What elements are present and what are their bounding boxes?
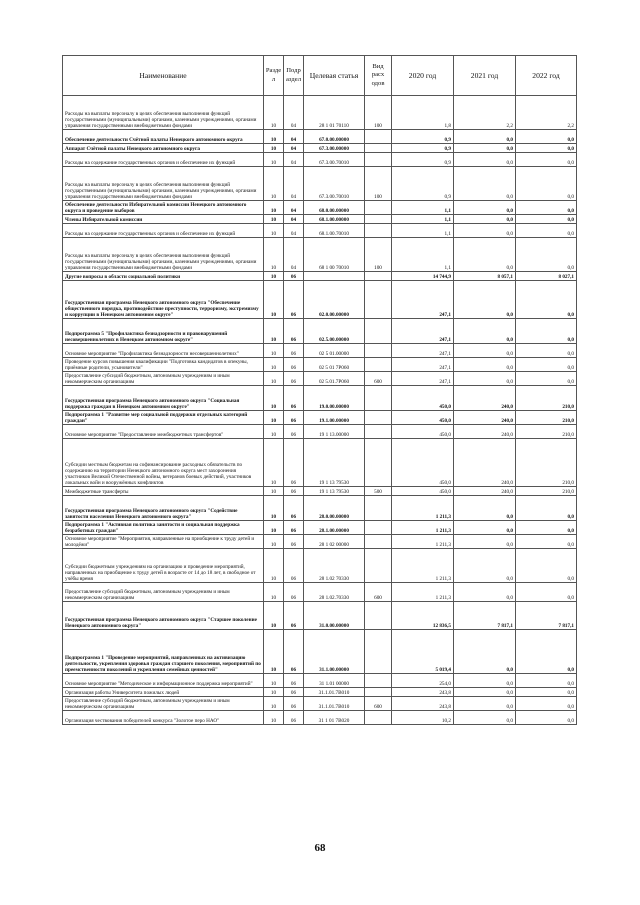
cell-expense-type bbox=[365, 144, 392, 153]
table-row bbox=[63, 344, 577, 358]
cell-target-article: 02.5.00.00000 bbox=[304, 319, 365, 344]
budget-table-sheet bbox=[62, 55, 576, 725]
cell-razdel: 10 bbox=[264, 496, 284, 521]
cell-name: Проведение курсов повышения квалификации "Подготовка кандидатов в опекуны, приёмные родители, усыновители" bbox=[63, 358, 264, 372]
cell-razdel: 10 bbox=[264, 697, 284, 711]
cell-target-article: 19 1 13 79530 bbox=[304, 487, 365, 496]
cell-2020: 247,1 bbox=[392, 372, 454, 386]
cell-2021: 0,0 bbox=[454, 215, 516, 224]
cell-podrazdel: 04 bbox=[284, 167, 304, 201]
cell-target-article: 68.0.00.00000 bbox=[304, 201, 365, 215]
cell-2020: 254,0 bbox=[392, 674, 454, 688]
cell-2022: 8 027,1 bbox=[516, 272, 577, 281]
cell-2022: 0,0 bbox=[516, 153, 577, 167]
cell-2021: 240,0 bbox=[454, 487, 516, 496]
cell-target-article: 31.1.01.7В010 bbox=[304, 688, 365, 697]
cell-2021: 0,0 bbox=[454, 496, 516, 521]
cell-target-article: 28 1.02 70330 bbox=[304, 549, 365, 583]
cell-razdel: 10 bbox=[264, 630, 284, 674]
table-row bbox=[63, 521, 577, 535]
cell-target-article: 19 1 13.00000 bbox=[304, 425, 365, 439]
table-row bbox=[63, 272, 577, 281]
cell-razdel: 10 bbox=[264, 272, 284, 281]
header-row bbox=[63, 56, 577, 96]
cell-2022: 0,0 bbox=[516, 521, 577, 535]
cell-2022: 210,0 bbox=[516, 386, 577, 411]
cell-podrazdel: 04 bbox=[284, 144, 304, 153]
cell-podrazdel: 06 bbox=[284, 674, 304, 688]
cell-2021: 0,0 bbox=[454, 535, 516, 549]
header-target-article: Целевая статья bbox=[304, 56, 365, 96]
cell-2020: 12 836,5 bbox=[392, 602, 454, 630]
cell-expense-type bbox=[365, 281, 392, 319]
cell-2021: 0,0 bbox=[454, 201, 516, 215]
cell-2020: 247,1 bbox=[392, 344, 454, 358]
table-row bbox=[63, 215, 577, 224]
cell-target-article: 19 1 13 79530 bbox=[304, 439, 365, 487]
cell-target-article: 02 5.01.7Р060 bbox=[304, 372, 365, 386]
cell-expense-type: 600 bbox=[365, 583, 392, 602]
cell-2022: 0,0 bbox=[516, 215, 577, 224]
cell-2021: 0,0 bbox=[454, 630, 516, 674]
cell-razdel: 10 bbox=[264, 358, 284, 372]
cell-razdel: 10 bbox=[264, 711, 284, 725]
cell-name: Подпрограмма 1 "Развитие мер социальной поддержки отдельных категорий граждан" bbox=[63, 411, 264, 425]
cell-razdel: 10 bbox=[264, 238, 284, 272]
cell-2021: 0,0 bbox=[454, 697, 516, 711]
cell-2020: 243,8 bbox=[392, 697, 454, 711]
cell-name: Предоставление субсидий бюджетным, автономным учреждениям и иным некоммерческим организациям bbox=[63, 583, 264, 602]
cell-name: Организация работы Университета пожилых людей bbox=[63, 688, 264, 697]
cell-2021: 0,0 bbox=[454, 238, 516, 272]
cell-name: Расходы на содержание государственных органов и обеспечение их функций bbox=[63, 224, 264, 238]
cell-target-article: 31.1.01.7В010 bbox=[304, 697, 365, 711]
header-2022: 2022 год bbox=[516, 56, 577, 96]
cell-target-article: 02.0.00.00000 bbox=[304, 281, 365, 319]
cell-2020: 450,0 bbox=[392, 439, 454, 487]
cell-2020: 1 211,3 bbox=[392, 583, 454, 602]
cell-razdel: 10 bbox=[264, 674, 284, 688]
cell-target-article: 28 1 02 00000 bbox=[304, 535, 365, 549]
table-row bbox=[63, 549, 577, 583]
table-row bbox=[63, 411, 577, 425]
cell-expense-type bbox=[365, 425, 392, 439]
cell-razdel: 10 bbox=[264, 215, 284, 224]
cell-name: Расходы на содержание государственных органов и обеспечение их функций bbox=[63, 153, 264, 167]
cell-2022: 0,0 bbox=[516, 144, 577, 153]
cell-expense-type: 100 bbox=[365, 238, 392, 272]
cell-target-article: 31.0.00.00000 bbox=[304, 602, 365, 630]
cell-2020: 247,1 bbox=[392, 358, 454, 372]
cell-target-article: 67.3.00.70010 bbox=[304, 167, 365, 201]
cell-podrazdel: 06 bbox=[284, 272, 304, 281]
cell-expense-type bbox=[365, 688, 392, 697]
page-number: 68 bbox=[314, 842, 326, 854]
cell-name: Основное мероприятие "Предоставление межбюджетных трансфертов" bbox=[63, 425, 264, 439]
cell-expense-type bbox=[365, 319, 392, 344]
cell-expense-type: 100 bbox=[365, 167, 392, 201]
cell-expense-type: 600 bbox=[365, 372, 392, 386]
cell-expense-type bbox=[365, 630, 392, 674]
cell-name: Предоставление субсидий бюджетным, автономным учреждениям и иным некоммерческим организациям bbox=[63, 697, 264, 711]
cell-name: Государственная программа Ненецкого автономного округа "Обеспечение общественного порядка, противодействие преступности, терроризму, экстремизму и коррупции в Ненецком автономном округе" bbox=[63, 281, 264, 319]
cell-2022: 0,0 bbox=[516, 201, 577, 215]
header-expense-type: Вид расх одов bbox=[365, 56, 392, 96]
cell-razdel: 10 bbox=[264, 201, 284, 215]
cell-name: Основное мероприятие "Методическое и информационное поддержка мероприятий" bbox=[63, 674, 264, 688]
cell-2021: 0,0 bbox=[454, 344, 516, 358]
cell-razdel: 10 bbox=[264, 372, 284, 386]
cell-razdel: 10 bbox=[264, 535, 284, 549]
cell-2022: 0,0 bbox=[516, 496, 577, 521]
budget-table bbox=[62, 55, 577, 725]
cell-expense-type bbox=[365, 272, 392, 281]
cell-name: Обеспечение деятельности Счётной палаты Ненецкого автономного округа bbox=[63, 130, 264, 144]
cell-name: Государственная программа Ненецкого автономного округа "Старшее поколение Ненецкого автономного округа" bbox=[63, 602, 264, 630]
cell-target-article: 67.0.00.00000 bbox=[304, 130, 365, 144]
header-2021: 2021 год bbox=[454, 56, 516, 96]
header-razdel: Разде л bbox=[264, 56, 284, 96]
cell-razdel: 10 bbox=[264, 224, 284, 238]
table-row bbox=[63, 711, 577, 725]
cell-podrazdel: 06 bbox=[284, 281, 304, 319]
table-row bbox=[63, 688, 577, 697]
cell-2020: 450,0 bbox=[392, 411, 454, 425]
cell-target-article: 68.1.00.70010 bbox=[304, 224, 365, 238]
cell-target-article: 67.3.00.70010 bbox=[304, 153, 365, 167]
cell-expense-type bbox=[365, 711, 392, 725]
cell-2021: 0,0 bbox=[454, 688, 516, 697]
cell-2021: 0,0 bbox=[454, 130, 516, 144]
cell-2020: 247,1 bbox=[392, 319, 454, 344]
cell-podrazdel: 06 bbox=[284, 583, 304, 602]
cell-2020: 243,8 bbox=[392, 688, 454, 697]
cell-2021: 0,0 bbox=[454, 358, 516, 372]
cell-2020: 0,9 bbox=[392, 167, 454, 201]
cell-razdel: 10 bbox=[264, 386, 284, 411]
cell-podrazdel: 06 bbox=[284, 358, 304, 372]
cell-2020: 450,0 bbox=[392, 386, 454, 411]
cell-2022: 0,0 bbox=[516, 358, 577, 372]
cell-2020: 0,9 bbox=[392, 153, 454, 167]
table-row bbox=[63, 583, 577, 602]
table-row bbox=[63, 674, 577, 688]
cell-target-article: 31 1.01 00000 bbox=[304, 674, 365, 688]
cell-2022: 0,0 bbox=[516, 535, 577, 549]
cell-podrazdel: 04 bbox=[284, 130, 304, 144]
cell-podrazdel: 06 bbox=[284, 344, 304, 358]
cell-2021: 0,0 bbox=[454, 711, 516, 725]
cell-name: Государственная программа Ненецкого автономного округа "Содействие занятости населения Ненецкого автономного округа" bbox=[63, 496, 264, 521]
cell-name: Подпрограмма 1 "Активная политика занятости и социальная поддержка безработных граждан" bbox=[63, 521, 264, 535]
table-row bbox=[63, 487, 577, 496]
cell-podrazdel: 04 bbox=[284, 201, 304, 215]
cell-podrazdel: 06 bbox=[284, 487, 304, 496]
cell-podrazdel: 06 bbox=[284, 439, 304, 487]
cell-razdel: 10 bbox=[264, 425, 284, 439]
cell-2022: 0,0 bbox=[516, 697, 577, 711]
cell-target-article: 02 5 01.00000 bbox=[304, 344, 365, 358]
table-row bbox=[63, 281, 577, 319]
cell-name: Предоставление субсидий бюджетным, автономным учреждениям и иным некоммерческим организациям bbox=[63, 372, 264, 386]
cell-name: Подпрограмма 5 "Профилактика безнадзорности и правонарушений несовершеннолетних в Ненецком автономном округе" bbox=[63, 319, 264, 344]
cell-2020: 247,1 bbox=[392, 281, 454, 319]
cell-razdel: 10 bbox=[264, 439, 284, 487]
cell-2022: 0,0 bbox=[516, 549, 577, 583]
cell-expense-type: 600 bbox=[365, 697, 392, 711]
cell-2020: 1,1 bbox=[392, 224, 454, 238]
cell-podrazdel: 06 bbox=[284, 411, 304, 425]
table-row bbox=[63, 238, 577, 272]
cell-name: Расходы на выплаты персоналу в целях обеспечения выполнения функций государственными (муниципальными) органами, казенными учреждениями, органами управления государственными внебюджетными фондами bbox=[63, 238, 264, 272]
cell-2021: 2,2 bbox=[454, 96, 516, 130]
table-row bbox=[63, 535, 577, 549]
cell-name: Субсидии бюджетным учреждениям на организацию и проведение мероприятий, направленных на приобщение к труду детей в возрасте от 14 до 18 лет, в свободное от учёбы время bbox=[63, 549, 264, 583]
cell-target-article: 19.1.00.00000 bbox=[304, 411, 365, 425]
cell-2021: 0,0 bbox=[454, 549, 516, 583]
cell-2021: 240,0 bbox=[454, 411, 516, 425]
cell-2022: 7 817,1 bbox=[516, 602, 577, 630]
cell-podrazdel: 06 bbox=[284, 496, 304, 521]
cell-name: Обеспечение деятельности Избирательной комиссии Ненецкого автономного округа и проведение выборов bbox=[63, 201, 264, 215]
cell-razdel: 10 bbox=[264, 602, 284, 630]
cell-2022: 0,0 bbox=[516, 167, 577, 201]
cell-2022: 210,0 bbox=[516, 439, 577, 487]
cell-expense-type bbox=[365, 130, 392, 144]
cell-expense-type bbox=[365, 224, 392, 238]
header-name: Наименование bbox=[63, 56, 264, 96]
cell-razdel: 10 bbox=[264, 153, 284, 167]
cell-target-article: 28 1.02.70330 bbox=[304, 583, 365, 602]
cell-2020: 0,9 bbox=[392, 130, 454, 144]
cell-2020: 1 211,3 bbox=[392, 496, 454, 521]
cell-2021: 0,0 bbox=[454, 167, 516, 201]
cell-2021: 0,0 bbox=[454, 372, 516, 386]
cell-podrazdel: 04 bbox=[284, 224, 304, 238]
cell-2022: 0,0 bbox=[516, 224, 577, 238]
cell-2022: 0,0 bbox=[516, 130, 577, 144]
table-row bbox=[63, 201, 577, 215]
cell-2021: 0,0 bbox=[454, 281, 516, 319]
cell-2021: 0,0 bbox=[454, 521, 516, 535]
cell-expense-type: 100 bbox=[365, 96, 392, 130]
cell-expense-type bbox=[365, 674, 392, 688]
cell-razdel: 10 bbox=[264, 549, 284, 583]
cell-2020: 1,1 bbox=[392, 215, 454, 224]
cell-2020: 1,1 bbox=[392, 238, 454, 272]
table-row bbox=[63, 96, 577, 130]
cell-podrazdel: 04 bbox=[284, 153, 304, 167]
cell-target-article: 19.0.00.00000 bbox=[304, 386, 365, 411]
table-row bbox=[63, 319, 577, 344]
cell-2022: 0,0 bbox=[516, 674, 577, 688]
cell-expense-type bbox=[365, 153, 392, 167]
cell-target-article: 67.3.00.00000 bbox=[304, 144, 365, 153]
cell-2021: 240,0 bbox=[454, 439, 516, 487]
cell-2022: 0,0 bbox=[516, 583, 577, 602]
cell-2021: 240,0 bbox=[454, 386, 516, 411]
cell-2022: 210,0 bbox=[516, 425, 577, 439]
cell-2020: 1,1 bbox=[392, 201, 454, 215]
cell-name: Межбюджетные трансферты bbox=[63, 487, 264, 496]
cell-razdel: 10 bbox=[264, 167, 284, 201]
cell-podrazdel: 06 bbox=[284, 688, 304, 697]
cell-name: Государственная программа Ненецкого автономного округа "Социальная поддержка граждан в Ненецком автономном округе" bbox=[63, 386, 264, 411]
cell-razdel: 10 bbox=[264, 130, 284, 144]
cell-expense-type bbox=[365, 201, 392, 215]
cell-name: Члены Избирательной комиссии bbox=[63, 215, 264, 224]
cell-podrazdel: 06 bbox=[284, 630, 304, 674]
cell-2020: 1 211,3 bbox=[392, 521, 454, 535]
cell-name: Подпрограмма 1 "Проведение мероприятий, направленных на активизацию деятельности, укрепления здоровья граждан старшего поколения, мероприятий по преемственности поколений и укрепления семейных ценностей" bbox=[63, 630, 264, 674]
cell-podrazdel: 04 bbox=[284, 96, 304, 130]
cell-podrazdel: 06 bbox=[284, 372, 304, 386]
cell-razdel: 10 bbox=[264, 281, 284, 319]
table-row bbox=[63, 439, 577, 487]
cell-podrazdel: 06 bbox=[284, 711, 304, 725]
cell-expense-type bbox=[365, 386, 392, 411]
cell-2021: 7 817,1 bbox=[454, 602, 516, 630]
table-row bbox=[63, 697, 577, 711]
cell-razdel: 10 bbox=[264, 96, 284, 130]
cell-podrazdel: 06 bbox=[284, 535, 304, 549]
cell-2020: 1 211,3 bbox=[392, 549, 454, 583]
cell-expense-type bbox=[365, 602, 392, 630]
cell-expense-type bbox=[365, 358, 392, 372]
cell-podrazdel: 06 bbox=[284, 386, 304, 411]
cell-2022: 210,0 bbox=[516, 487, 577, 496]
cell-razdel: 10 bbox=[264, 583, 284, 602]
cell-razdel: 10 bbox=[264, 411, 284, 425]
cell-2020: 0,9 bbox=[392, 144, 454, 153]
cell-2020: 14 744,9 bbox=[392, 272, 454, 281]
cell-2020: 5 019,4 bbox=[392, 630, 454, 674]
cell-podrazdel: 04 bbox=[284, 215, 304, 224]
cell-podrazdel: 06 bbox=[284, 697, 304, 711]
cell-name: Аппарат Счётной палаты Ненецкого автономного округа bbox=[63, 144, 264, 153]
cell-2021: 0,0 bbox=[454, 144, 516, 153]
cell-2022: 0,0 bbox=[516, 281, 577, 319]
cell-expense-type bbox=[365, 344, 392, 358]
table-row bbox=[63, 602, 577, 630]
cell-2021: 240,0 bbox=[454, 425, 516, 439]
table-row bbox=[63, 153, 577, 167]
cell-target-article: 28.1.00.00000 bbox=[304, 521, 365, 535]
cell-2020: 1,8 bbox=[392, 96, 454, 130]
cell-target-article: 28.0.00.00000 bbox=[304, 496, 365, 521]
cell-razdel: 10 bbox=[264, 521, 284, 535]
cell-podrazdel: 04 bbox=[284, 238, 304, 272]
cell-2021: 8 057,1 bbox=[454, 272, 516, 281]
cell-2021: 0,0 bbox=[454, 224, 516, 238]
cell-2021: 0,0 bbox=[454, 319, 516, 344]
cell-target-article: 68.1.00.00000 bbox=[304, 215, 365, 224]
table-row bbox=[63, 144, 577, 153]
table-body bbox=[63, 96, 577, 725]
cell-name: Субсидии местным бюджетам на софинансирование расходных обязательств по содержанию на территории Ненецкого автономного округа мест захоронения участников Великой Отечественной войны, ветеранов боевых действий, участников локальных войн и вооружённых конфликтов bbox=[63, 439, 264, 487]
cell-razdel: 10 bbox=[264, 144, 284, 153]
cell-2020: 10,2 bbox=[392, 711, 454, 725]
cell-expense-type bbox=[365, 521, 392, 535]
cell-target-article bbox=[304, 272, 365, 281]
cell-expense-type bbox=[365, 439, 392, 487]
cell-name: Основное мероприятие "Мероприятия, направленные на приобщение к труду детей и молодёжи" bbox=[63, 535, 264, 549]
cell-podrazdel: 06 bbox=[284, 425, 304, 439]
cell-name: Организация чествования победителей конкурса "Золотое перо НАО" bbox=[63, 711, 264, 725]
table-row bbox=[63, 386, 577, 411]
table-row bbox=[63, 496, 577, 521]
table-row bbox=[63, 358, 577, 372]
cell-2022: 0,0 bbox=[516, 688, 577, 697]
cell-name: Расходы на выплаты персоналу в целях обеспечения выполнения функций государственными (муниципальными) органами, казенными учреждениями, органами управления государственными внебюджетными фондами bbox=[63, 96, 264, 130]
cell-name: Расходы на выплаты персоналу в целях обеспечения выполнения функций государственными (муниципальными) органами, казенными учреждениями, органами управления государственными внебюджетными фондами bbox=[63, 167, 264, 201]
cell-2022: 0,0 bbox=[516, 319, 577, 344]
table-row bbox=[63, 372, 577, 386]
cell-razdel: 10 bbox=[264, 319, 284, 344]
cell-podrazdel: 06 bbox=[284, 602, 304, 630]
table-row bbox=[63, 630, 577, 674]
cell-target-article: 31 1 01 7В020 bbox=[304, 711, 365, 725]
cell-expense-type bbox=[365, 549, 392, 583]
cell-razdel: 10 bbox=[264, 487, 284, 496]
cell-2020: 450,0 bbox=[392, 487, 454, 496]
cell-expense-type bbox=[365, 411, 392, 425]
cell-2022: 210,0 bbox=[516, 411, 577, 425]
cell-expense-type bbox=[365, 215, 392, 224]
header-podrazdel: Подр аздел bbox=[284, 56, 304, 96]
cell-target-article: 68 1 00 70010 bbox=[304, 238, 365, 272]
cell-2021: 0,0 bbox=[454, 153, 516, 167]
cell-2022: 0,0 bbox=[516, 630, 577, 674]
cell-target-article: 28 1 01 70110 bbox=[304, 96, 365, 130]
cell-2020: 1 211,3 bbox=[392, 535, 454, 549]
cell-expense-type bbox=[365, 535, 392, 549]
cell-target-article: 31.1.00.00000 bbox=[304, 630, 365, 674]
table-row bbox=[63, 130, 577, 144]
cell-target-article: 02 5 01 7Р060 bbox=[304, 358, 365, 372]
cell-razdel: 10 bbox=[264, 688, 284, 697]
table-row bbox=[63, 224, 577, 238]
cell-2022: 2,2 bbox=[516, 96, 577, 130]
cell-razdel: 10 bbox=[264, 344, 284, 358]
cell-2022: 0,0 bbox=[516, 344, 577, 358]
header-2020: 2020 год bbox=[392, 56, 454, 96]
table-row bbox=[63, 167, 577, 201]
cell-podrazdel: 06 bbox=[284, 521, 304, 535]
cell-2022: 0,0 bbox=[516, 711, 577, 725]
cell-2021: 0,0 bbox=[454, 674, 516, 688]
cell-2022: 0,0 bbox=[516, 238, 577, 272]
cell-name: Основное мероприятие "Профилактика безнадзорности несовершеннолетних" bbox=[63, 344, 264, 358]
table-row bbox=[63, 425, 577, 439]
cell-expense-type: 500 bbox=[365, 487, 392, 496]
cell-expense-type bbox=[365, 496, 392, 521]
cell-2021: 0,0 bbox=[454, 583, 516, 602]
cell-podrazdel: 06 bbox=[284, 549, 304, 583]
cell-podrazdel: 06 bbox=[284, 319, 304, 344]
cell-2020: 450,0 bbox=[392, 425, 454, 439]
cell-2022: 0,0 bbox=[516, 372, 577, 386]
cell-name: Другие вопросы в области социальной политики bbox=[63, 272, 264, 281]
